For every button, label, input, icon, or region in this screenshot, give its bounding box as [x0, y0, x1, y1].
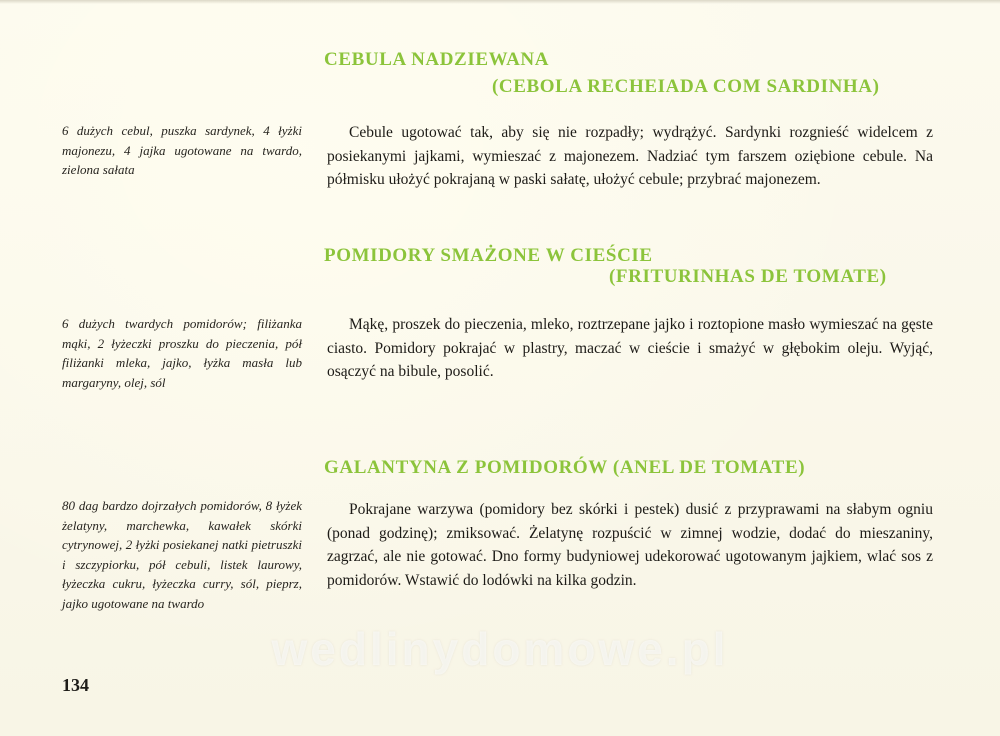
recipe-3-ingredients: 80 dag bardzo dojrzałych pomidorów, 8 łyżek żelatyny, marchewka, kawałek skórki cytrynowej, 2 łyżki posiekanej natki pietruszki i szczypiorku, pół cebuli, listek laurowy, łyżeczka cukru, łyżeczka curry, sól, pieprz, jajko ugotowane na twardo: [62, 498, 302, 611]
recipe-2-title-line2: (FRITURINHAS DE TOMATE): [609, 266, 887, 287]
recipe-1-title-line2: (CEBOLA RECHEIADA COM SARDINHA): [492, 76, 880, 97]
watermark: wedlinydomowe.pl: [271, 623, 729, 675]
recipe-2-ingredients: 6 dużych twardych pomidorów; filiżanka mąki, 2 łyżeczki proszku do pieczenia, pół filiżanki mleka, jajko, łyżka masła lub margaryny, olej, sól: [62, 316, 302, 390]
recipe-1-title-line1: CEBULA NADZIEWANA: [324, 49, 550, 70]
page-top-shadow: [0, 0, 1000, 4]
recipe-3-instructions: Pokrajane warzywa (pomidory bez skórki i pestek) dusić z przyprawami na słabym ogniu (ponad godzinę); zmiksować. Żelatynę rozpuścić w zimnej wodzie, dodać do mieszaniny, zagrzać, ale nie gotować. Dno formy budyniowej udekorować ugotowanym jajkiem, wlać sos z pomidorów. Wstawić do lodówki na kilka godzin.: [327, 501, 933, 589]
recipe-1-ingredients: 6 dużych cebul, puszka sardynek, 4 łyżki majonezu, 4 jajka ugotowane na twardo, zielona sałata: [62, 123, 302, 177]
recipe-2-title-line1: POMIDORY SMAŻONE W CIEŚCIE: [324, 245, 653, 266]
recipe-1-instructions: Cebule ugotować tak, aby się nie rozpadły; wydrążyć. Sardynki rozgnieść widelcem z posiekanymi jajkami, wymieszać z majonezem. Nadziać tym farszem oziębione cebule. Na półmisku ułożyć pokrajaną w paski sałatę, ułożyć cebule; przybrać majonezem.: [327, 124, 933, 188]
page-number: 134: [62, 675, 89, 695]
recipe-2-instructions: Mąkę, proszek do pieczenia, mleko, roztrzepane jajko i roztopione masło wymieszać na gęste ciasto. Pomidory pokrajać w plastry, maczać w cieście i smażyć w głębokim oleju. Wyjąć, osączyć na bibule, posolić.: [327, 316, 933, 380]
recipe-3-title: GALANTYNA Z POMIDORÓW (ANEL DE TOMATE): [324, 457, 806, 478]
